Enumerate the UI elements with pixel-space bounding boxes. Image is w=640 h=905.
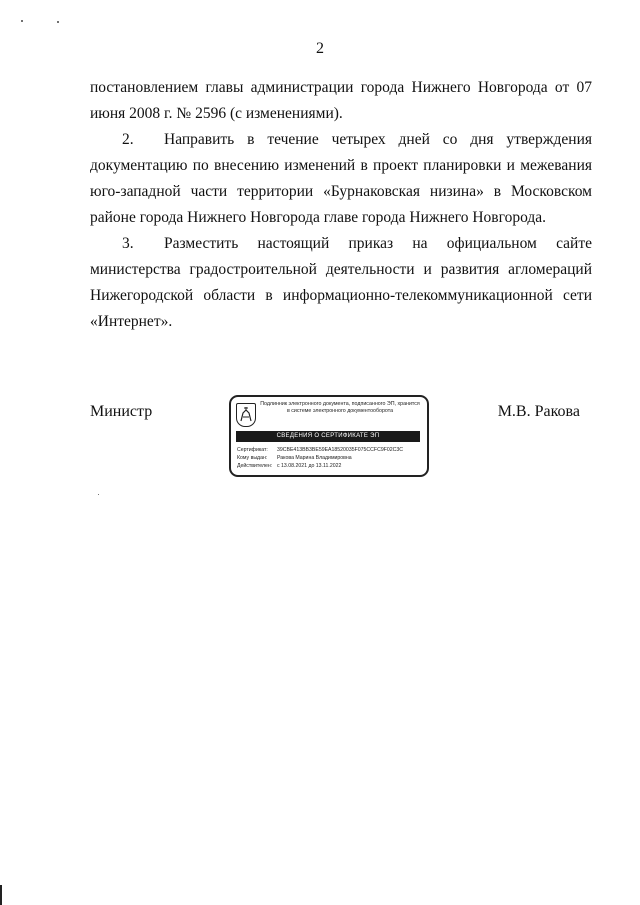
continuation-paragraph: постановлением главы администрации города Нижнего Новгорода от 07 июня 2008 г. № 2596 (с изменениями). — [90, 79, 592, 122]
valid-row — [237, 462, 423, 470]
item-number: 2. — [122, 131, 134, 148]
scan-speck — [21, 20, 23, 22]
certificate-value: 39CBE413BB3BE59EA18520035F075CCFC9F02C3C — [277, 447, 404, 453]
coat-of-arms-icon — [236, 403, 256, 427]
issued-to-value: Ракова Марина Владимировна — [277, 455, 352, 461]
stamp-header: Подлинник электронного документа, подписанного ЭП, хранится в системе электронного документооборота — [260, 401, 420, 414]
document-body — [90, 75, 592, 335]
scan-speck — [57, 21, 59, 23]
stamp-details — [237, 446, 423, 470]
item-paragraph-3 — [90, 231, 592, 335]
issued-to-row — [237, 454, 423, 462]
valid-label: Действителен: — [237, 463, 273, 469]
signer-role: Министр — [90, 403, 153, 420]
electronic-signature-stamp — [229, 395, 429, 477]
valid-value: с 13.08.2021 до 13.11.2022 — [277, 463, 342, 469]
issued-to-label: Кому выдан: — [237, 455, 268, 461]
item-text: Направить в течение четырех дней со дня утверждения документацию по внесению изменений в проект планировки и межевания юго-западной части территории «Бурнаковская низина» в Московском районе города Нижнего Новгорода главе города Нижнего Новгорода. — [90, 131, 592, 226]
certificate-row — [237, 446, 423, 454]
scan-edge-line — [0, 885, 2, 905]
stamp-title-bar: СВЕДЕНИЯ О СЕРТИФИКАТЕ ЭП — [236, 431, 420, 442]
page-number: 2 — [316, 40, 324, 57]
scan-speck — [98, 494, 99, 495]
item-paragraph-2 — [90, 127, 592, 231]
item-number: 3. — [122, 235, 134, 252]
certificate-label: Сертификат: — [237, 447, 268, 453]
item-text: Разместить настоящий приказ на официальном сайте министерства градостроительной деятельности и развития агломераций Нижегородской области в информационно-телекоммуникационной сети «Интернет». — [90, 235, 592, 330]
signer-name: М.В. Ракова — [497, 403, 580, 420]
